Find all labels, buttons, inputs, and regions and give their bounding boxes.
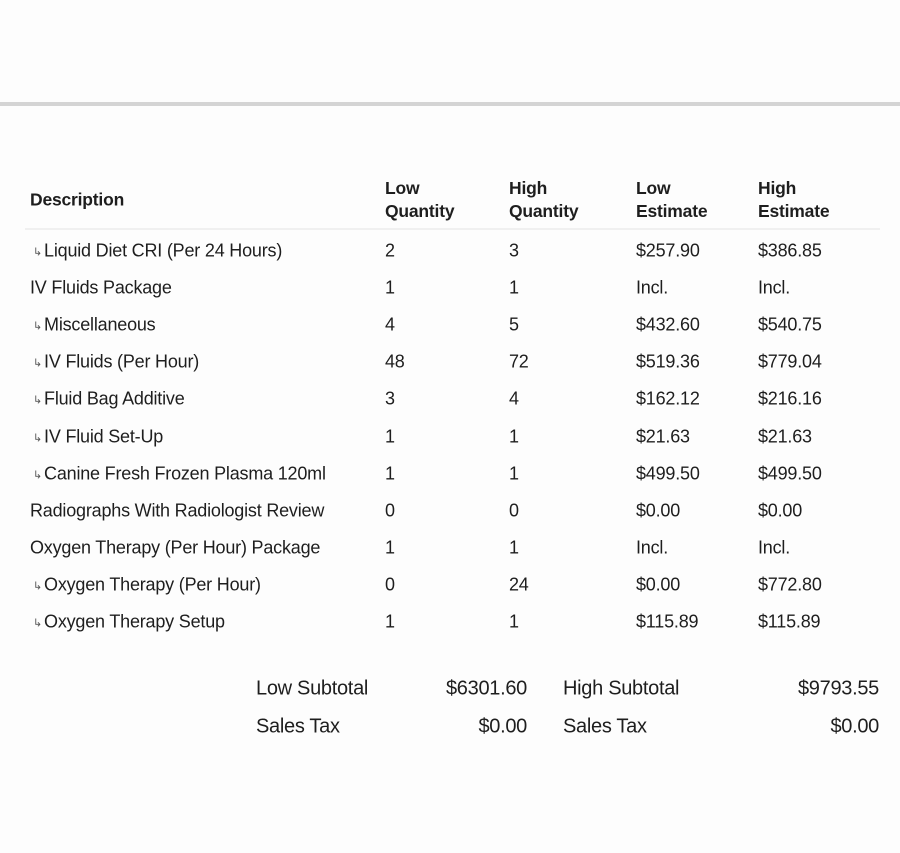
sub-item-arrow-icon: ↳ xyxy=(33,432,43,445)
header-high-quantity xyxy=(509,177,578,223)
row-low-quantity: 2 xyxy=(385,240,395,261)
high-sales-tax-label: Sales Tax xyxy=(563,715,647,738)
header-low-quantity-line1: Low xyxy=(385,178,420,198)
row-low-quantity: 1 xyxy=(385,277,395,298)
sub-item-arrow-icon: ↳ xyxy=(33,617,43,630)
header-high-estimate-line1: High xyxy=(758,178,797,198)
row-low-estimate: $519.36 xyxy=(636,351,700,372)
header-low-estimate xyxy=(636,177,707,223)
high-sales-tax-value: $0.00 xyxy=(830,715,879,738)
table-header-row xyxy=(25,172,880,230)
row-description-text: IV Fluid Set-Up xyxy=(44,426,164,447)
row-description-text: Oxygen Therapy Setup xyxy=(44,611,225,632)
row-low-estimate: $115.89 xyxy=(636,611,699,632)
row-high-quantity: 72 xyxy=(509,351,529,372)
row-description xyxy=(33,352,199,373)
row-high-quantity: 3 xyxy=(509,240,519,261)
table-row xyxy=(25,604,880,641)
row-description-text: Oxygen Therapy (Per Hour) Package xyxy=(30,537,321,558)
row-high-quantity: 1 xyxy=(509,426,519,447)
sub-item-arrow-icon: ↳ xyxy=(33,357,43,370)
sub-item-arrow-icon: ↳ xyxy=(33,394,43,407)
row-low-quantity: 1 xyxy=(385,463,395,484)
row-description xyxy=(33,463,326,484)
row-low-quantity: 0 xyxy=(385,574,395,595)
row-description-text: Miscellaneous xyxy=(44,314,156,335)
row-description xyxy=(33,612,225,633)
row-low-estimate: $21.63 xyxy=(636,426,690,447)
sub-item-arrow-icon: ↳ xyxy=(33,580,43,593)
row-low-estimate: $257.90 xyxy=(636,240,700,261)
table-row xyxy=(25,492,880,529)
low-sales-tax-value: $0.00 xyxy=(478,715,527,738)
table-row xyxy=(25,530,880,567)
row-high-quantity: 5 xyxy=(509,314,519,335)
low-sales-tax-label: Sales Tax xyxy=(256,715,340,738)
row-high-quantity: 4 xyxy=(509,388,519,409)
row-high-estimate: $386.85 xyxy=(758,240,822,261)
header-high-estimate xyxy=(758,177,829,223)
row-low-quantity: 0 xyxy=(385,500,395,521)
row-high-estimate: $540.75 xyxy=(758,314,822,335)
row-low-quantity: 1 xyxy=(385,537,395,558)
row-low-quantity: 1 xyxy=(385,611,395,632)
header-low-quantity-line2: Quantity xyxy=(385,201,455,221)
top-divider xyxy=(0,102,900,106)
table-row xyxy=(25,567,880,604)
sales-tax-line xyxy=(0,708,900,746)
low-subtotal-value: $6301.60 xyxy=(445,677,527,700)
row-low-quantity: 4 xyxy=(385,314,395,335)
row-high-quantity: 1 xyxy=(509,537,519,558)
table-row xyxy=(25,344,880,381)
table-body xyxy=(25,232,880,641)
row-high-quantity: 1 xyxy=(509,277,519,298)
row-description-text: IV Fluids Package xyxy=(30,277,172,298)
row-low-estimate: $0.00 xyxy=(636,574,681,595)
row-description-text: Oxygen Therapy (Per Hour) xyxy=(44,574,261,595)
row-low-estimate: Incl. xyxy=(636,537,669,558)
row-high-estimate: $779.04 xyxy=(758,351,822,372)
row-description xyxy=(30,500,324,521)
estimate-table xyxy=(25,172,880,641)
table-row xyxy=(25,381,880,418)
row-high-quantity: 1 xyxy=(509,611,519,632)
row-high-quantity: 1 xyxy=(509,463,519,484)
row-description xyxy=(30,277,172,298)
table-row xyxy=(25,269,880,306)
sub-item-arrow-icon: ↳ xyxy=(33,320,43,333)
row-high-estimate: Incl. xyxy=(758,277,791,298)
row-high-estimate: $0.00 xyxy=(758,500,803,521)
totals-section xyxy=(0,670,900,746)
high-subtotal-value: $9793.55 xyxy=(797,677,879,700)
table-row xyxy=(25,232,880,269)
row-description xyxy=(33,389,185,410)
header-description: Description xyxy=(30,189,125,210)
table-row xyxy=(25,455,880,492)
subtotal-line xyxy=(0,670,900,708)
row-description-text: Canine Fresh Frozen Plasma 120ml xyxy=(44,463,326,484)
header-high-quantity-line2: Quantity xyxy=(509,201,579,221)
header-high-estimate-line2: Estimate xyxy=(758,201,830,221)
row-high-estimate: $216.16 xyxy=(758,388,822,409)
table-row xyxy=(25,306,880,343)
row-high-estimate: $772.80 xyxy=(758,574,822,595)
header-low-estimate-line1: Low xyxy=(636,178,671,198)
row-low-estimate: $162.12 xyxy=(636,388,700,409)
row-low-estimate: Incl. xyxy=(636,277,669,298)
row-description-text: IV Fluids (Per Hour) xyxy=(44,351,200,372)
row-low-estimate: $0.00 xyxy=(636,500,681,521)
row-low-quantity: 48 xyxy=(385,351,405,372)
low-subtotal-label: Low Subtotal xyxy=(256,677,369,700)
row-high-estimate: $21.63 xyxy=(758,426,812,447)
row-description xyxy=(33,314,156,335)
row-description xyxy=(33,426,163,447)
row-description-text: Fluid Bag Additive xyxy=(44,388,185,409)
row-high-quantity: 0 xyxy=(509,500,519,521)
row-low-quantity: 1 xyxy=(385,426,395,447)
row-high-quantity: 24 xyxy=(509,574,529,595)
row-high-estimate: Incl. xyxy=(758,537,791,558)
row-description-text: Liquid Diet CRI (Per 24 Hours) xyxy=(44,240,283,261)
row-low-estimate: $499.50 xyxy=(636,463,700,484)
header-high-quantity-line1: High xyxy=(509,178,548,198)
row-low-estimate: $432.60 xyxy=(636,314,700,335)
table-row xyxy=(25,418,880,455)
row-description xyxy=(33,240,282,261)
row-description-text: Radiographs With Radiologist Review xyxy=(30,500,325,521)
header-low-quantity xyxy=(385,177,454,223)
header-low-estimate-line2: Estimate xyxy=(636,201,708,221)
sub-item-arrow-icon: ↳ xyxy=(33,246,43,259)
row-description xyxy=(33,575,261,596)
high-subtotal-label: High Subtotal xyxy=(563,677,680,700)
row-high-estimate: $115.89 xyxy=(758,611,821,632)
row-description xyxy=(30,538,320,559)
row-low-quantity: 3 xyxy=(385,388,395,409)
row-high-estimate: $499.50 xyxy=(758,463,822,484)
sub-item-arrow-icon: ↳ xyxy=(33,469,43,482)
